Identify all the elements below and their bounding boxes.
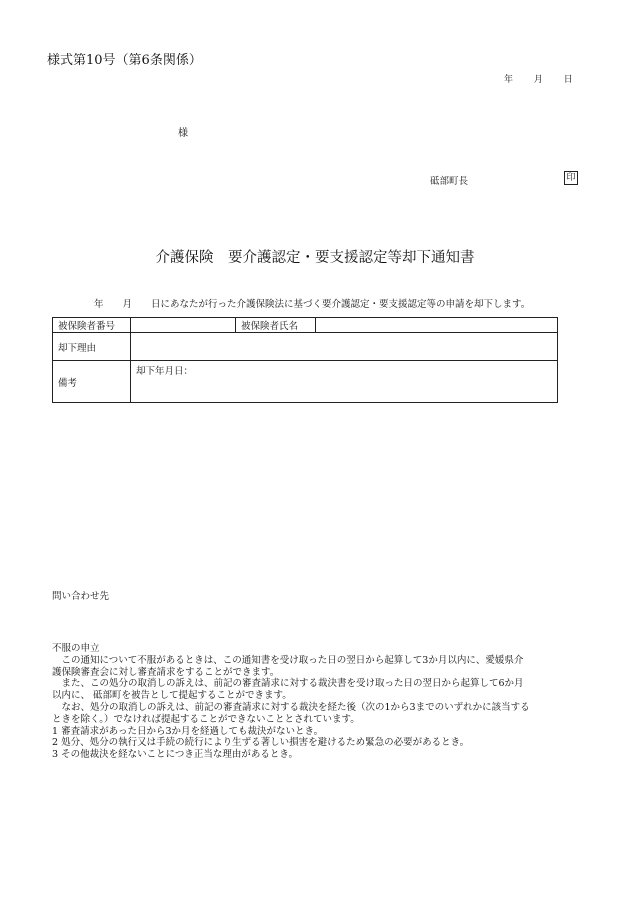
appeal-line: 以内に、 砥部町を被告として提起することができます。 [52, 690, 292, 702]
contact-label: 問い合わせ先 [52, 591, 110, 602]
remarks-label: 備考 [53, 361, 131, 403]
table-row [53, 333, 558, 361]
addressee-suffix: 様 [178, 128, 188, 139]
remarks-field[interactable] [131, 361, 558, 403]
insured-name-field[interactable] [316, 318, 558, 333]
insured-name-label: 被保険者氏名 [236, 318, 316, 333]
appeal-line: ときを除く。）でなければ提起することができないこととされています。 [52, 713, 360, 725]
notice-sentence: 年 月 日にあなたが行った介護保険法に基づく要介護認定・要支援認定等の申請を却下します。 [94, 299, 531, 310]
insured-number-field[interactable] [131, 318, 236, 333]
rejection-reason-field[interactable] [131, 333, 558, 361]
seal-stamp: 印 [564, 171, 578, 185]
appeal-line: なお、処分の取消しの訴えは、前記の審査請求に対する裁決を経た後（次の1から3までのいずれかに該当する [52, 701, 530, 713]
table-row [53, 318, 558, 333]
appeal-section [52, 643, 530, 761]
rejection-reason-label: 却下理由 [53, 333, 131, 361]
appeal-line: 1 審査請求があった日から3か月を経過しても裁決がないとき。 [52, 725, 324, 737]
appeal-heading: 不服の申立 [52, 643, 100, 654]
document-title: 介護保険 要介護認定・要支援認定等却下通知書 [155, 250, 475, 266]
table-row [53, 361, 558, 403]
appeal-line: また、この処分の取消しの訴えは、前記の審査請求に対する裁決書を受け取った日の翌日から起算して6か月 [52, 678, 524, 690]
appeal-line: この通知について不服があるときは、この通知書を受け取った日の翌日から起算して3か月以内に、愛媛県介 [52, 654, 524, 666]
appeal-line: 2 処分、処分の執行又は手続の続行により生ずる著しい損害を避けるため緊急の必要があるとき。 [52, 737, 470, 749]
form-number: 様式第10号（第6条関係） [47, 53, 202, 68]
appeal-line: 3 その他裁決を経ないことにつき正当な理由があるとき。 [52, 749, 298, 761]
appeal-line: 護保険審査会に対し審査請求をすることができます。 [52, 666, 280, 678]
insured-number-label: 被保険者番号 [53, 318, 131, 333]
info-table [52, 317, 558, 403]
rejection-date-label: 却下年月日： [136, 366, 194, 377]
date-line: 年 月 日 [504, 75, 573, 85]
issuer-name: 砥部町長 [430, 176, 469, 187]
